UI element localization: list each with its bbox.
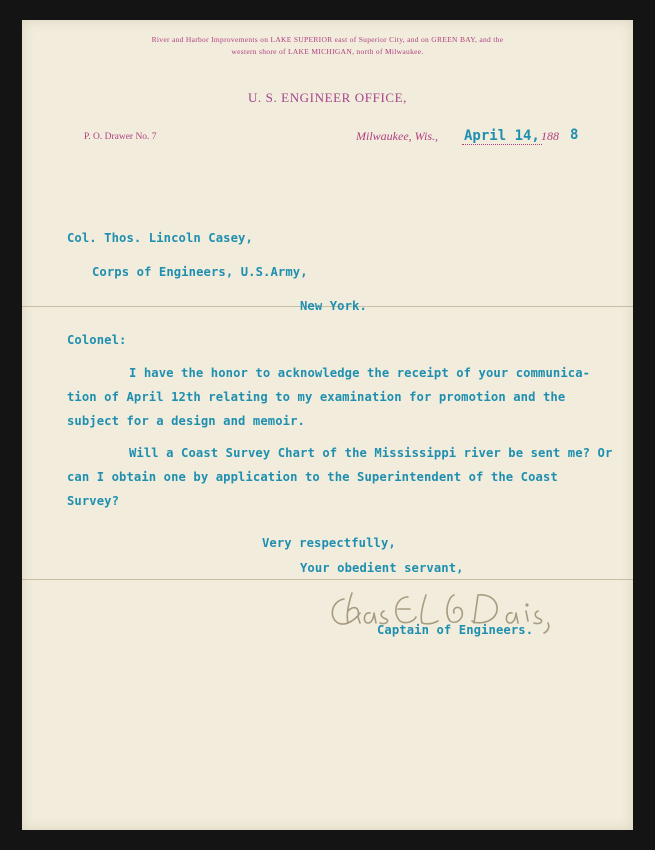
letterhead-line-1: River and Harbor Improvements on LAKE SUPERIOR east of Superior City, and on GREEN BAY, and the xyxy=(151,35,504,44)
closing-line-1: Very respectfully, xyxy=(262,536,396,550)
letterhead-line-2: western shore of LAKE MICHIGAN, north of Milwaukee. xyxy=(231,47,424,56)
office-title: U. S. ENGINEER OFFICE, xyxy=(247,90,408,105)
salutation: Colonel: xyxy=(67,333,127,347)
year-digit: 8 xyxy=(570,127,579,143)
address-line-2: Corps of Engineers, U.S.Army, xyxy=(92,265,308,279)
signer-title: Captain of Engineers. xyxy=(377,623,534,637)
letter-place: Milwaukee, Wis., xyxy=(356,129,438,143)
fold-line xyxy=(22,579,633,580)
body-line: Will a Coast Survey Chart of the Mississippi river be sent me? Or xyxy=(129,446,613,460)
closing-line-2: Your obedient servant, xyxy=(300,561,464,575)
po-drawer: P. O. Drawer No. 7 xyxy=(84,132,157,142)
address-line-1: Col. Thos. Lincoln Casey, xyxy=(67,231,253,245)
body-line: can I obtain one by application to the Superintendent of the Coast xyxy=(67,470,558,484)
letter-date: April 14, xyxy=(462,128,542,145)
letter-page xyxy=(22,20,633,830)
body-line: subject for a design and memoir. xyxy=(67,414,305,428)
year-prefix: 188 xyxy=(541,129,559,143)
address-line-3: New York. xyxy=(300,299,367,313)
body-line: Survey? xyxy=(67,494,120,508)
body-line: tion of April 12th relating to my examination for promotion and the xyxy=(67,390,566,404)
body-line: I have the honor to acknowledge the receipt of your communica- xyxy=(129,366,591,380)
